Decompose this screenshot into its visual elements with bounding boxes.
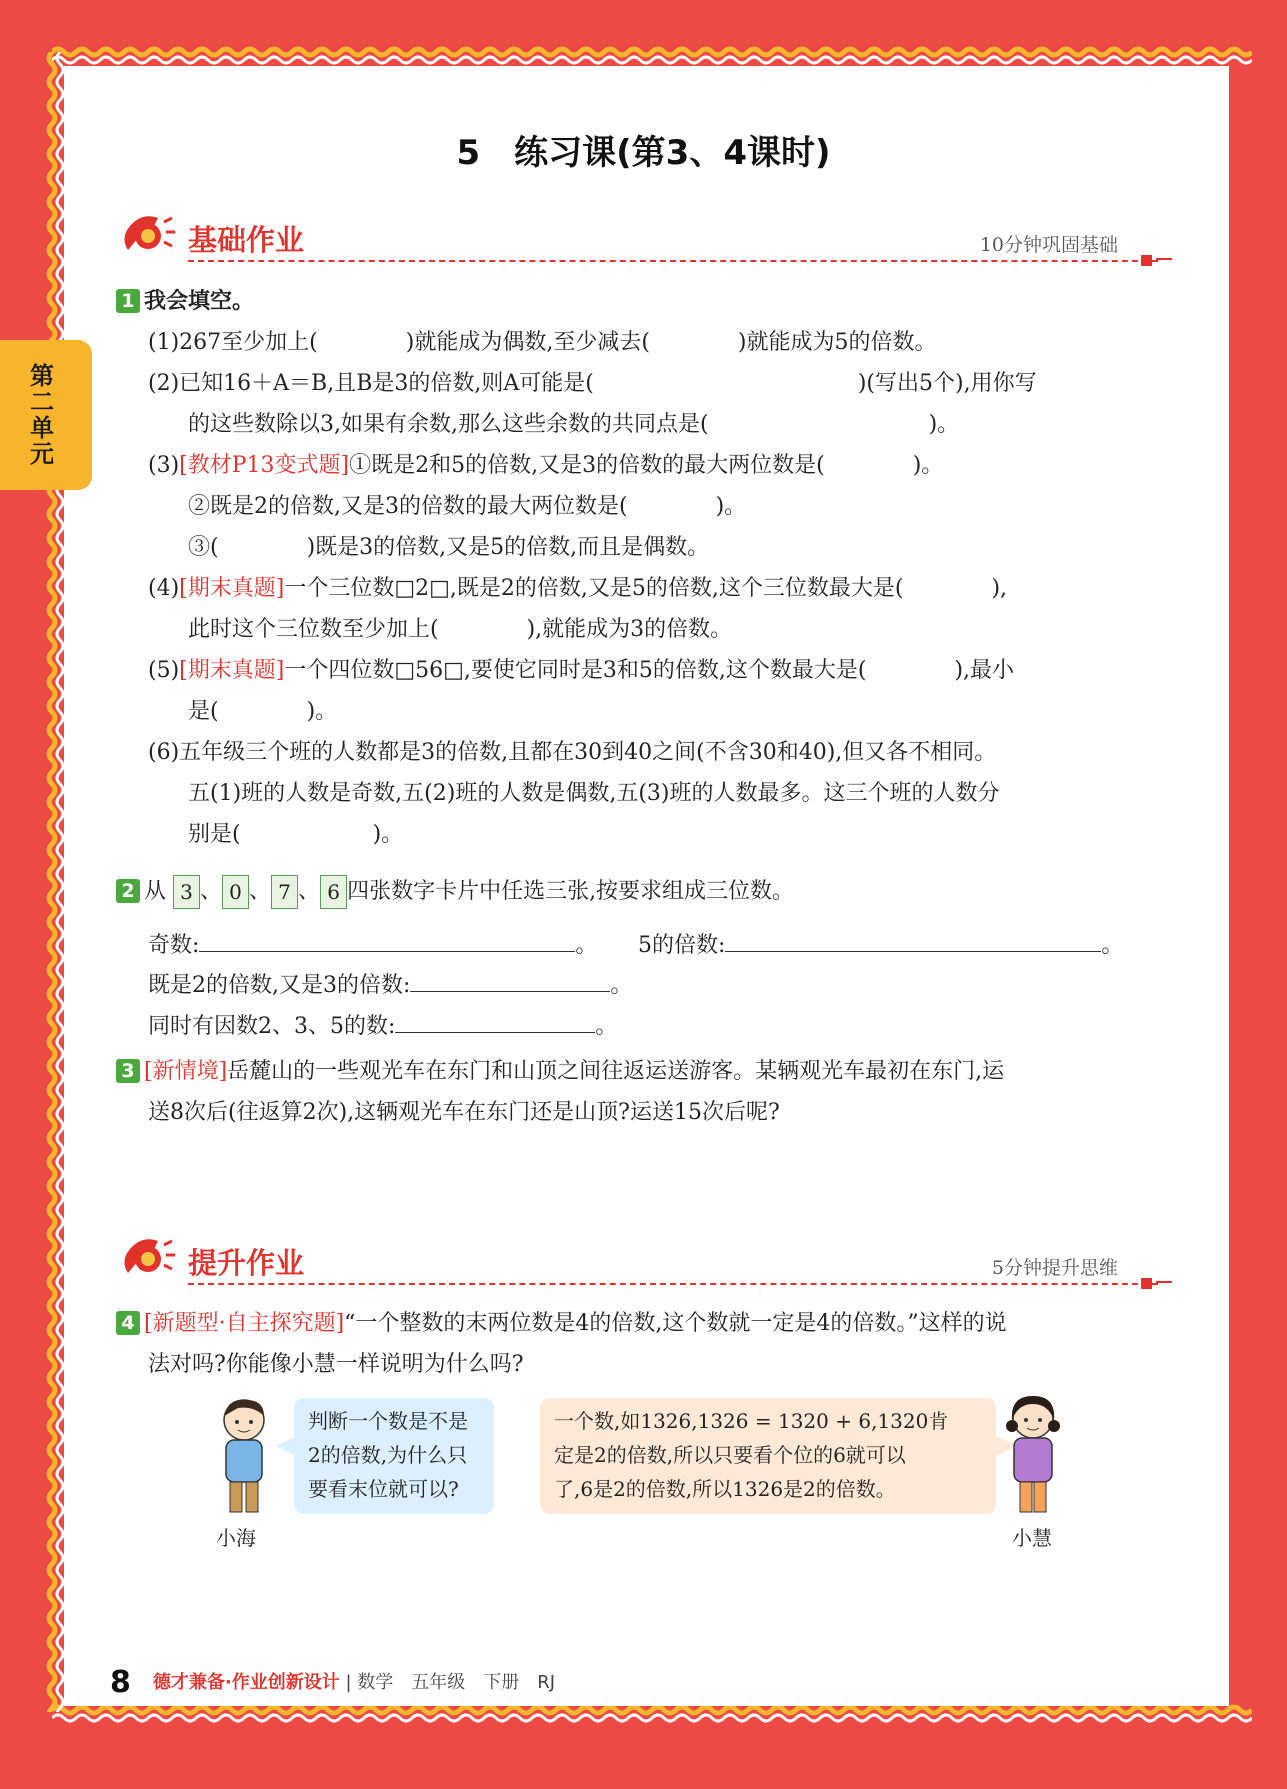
name-xiaohui: 小慧 [1012, 1526, 1052, 1550]
q2-mult23-label: 既是2的倍数,又是3的倍数: [148, 973, 411, 998]
q1-part3-prefix: (3) [148, 453, 180, 478]
q2-tail: 四张数字卡片中任选三张,按要求组成三位数。 [347, 879, 795, 904]
answer-blank-odd[interactable] [199, 933, 575, 952]
separator: 、 [200, 879, 223, 904]
q2-prompt [116, 874, 794, 909]
q2-number: 2 [116, 879, 140, 903]
footer-brand: 德才兼备·作业创新设计 [152, 1672, 340, 1693]
answer-blank-mult235[interactable] [395, 1014, 595, 1033]
bubble-line: 定是2的倍数,所以只要看个位的6就可以 [554, 1443, 906, 1467]
q1-part3b: ②既是2的倍数,又是3的倍数的最大两位数是( )。 [188, 494, 747, 519]
boy-xiaohai-illustration [208, 1394, 280, 1524]
q1-part4-prefix: (4) [148, 576, 180, 601]
girl-xiaohui-illustration [998, 1390, 1068, 1524]
section-basic-title: 基础作业 [188, 223, 305, 257]
q1-part4a [148, 571, 1007, 602]
q1-part1: (1)267至少加上( )就能成为偶数,至少减去( )就能成为5的倍数。 [148, 330, 937, 355]
q1-part2a: (2)已知16＋A＝B,且B是3的倍数,则A可能是( )(写出5个),用你写 [148, 371, 1037, 396]
q1-part5a [148, 653, 1014, 684]
q1-part3a-text: ①既是2和5的倍数,又是3的倍数的最大两位数是( )。 [349, 453, 944, 478]
divider [188, 260, 1158, 262]
q1-title-text: 我会填空。 [144, 289, 255, 314]
q1-part3a [148, 448, 943, 479]
q1-part4a-text: 一个三位数□2□,既是2的倍数,又是5的倍数,这个三位数最大是( ), [284, 576, 1008, 601]
speech-bubble-xiaohui [540, 1398, 996, 1514]
section-advanced-subtitle: 5分钟提升思维 [991, 1257, 1118, 1279]
q2-mult235-label: 同时有因数2、3、5的数: [148, 1014, 396, 1039]
q1-part5-tag: [期末真题] [179, 658, 285, 683]
divider-end-marker [1141, 1278, 1152, 1289]
unit-tab-label: 第二单元 [25, 363, 54, 467]
bubble-line: 2的倍数,为什么只 [308, 1443, 468, 1467]
q1-part6c: 别是( )。 [188, 822, 404, 847]
q3-line1 [116, 1054, 1004, 1085]
digit-card: 7 [271, 875, 298, 909]
q1-part2b: 的这些数除以3,如果有余数,那么这些余数的共同点是( )。 [188, 412, 960, 437]
q4-text-a: “一个整数的末两位数是4的倍数,这个数就一定是4的倍数。”这样的说 [344, 1311, 1007, 1336]
digit-card: 3 [173, 875, 200, 909]
q4-line1 [116, 1306, 1007, 1337]
speech-pointer [276, 1436, 296, 1456]
q3-line2: 送8次后(往返算2次),这辆观光车在东门还是山顶?运送15次后呢? [148, 1100, 780, 1125]
period: 。 [1101, 933, 1124, 958]
megaphone-icon [118, 208, 176, 266]
q2-mult5-row [638, 928, 1123, 959]
q1-part5-prefix: (5) [148, 658, 180, 683]
bubble-line: 一个数,如1326,1326 = 1320 + 6,1320肯 [554, 1409, 949, 1433]
q2-mult235-row [148, 1009, 617, 1040]
divider [188, 1283, 1158, 1285]
q1-part6b: 五(1)班的人数是奇数,五(2)班的人数是偶数,五(3)班的人数最多。这三个班的人数分 [188, 781, 1000, 806]
q1-part4-tag: [期末真题] [179, 576, 285, 601]
divider-end-marker [1141, 255, 1152, 266]
section-basic-subtitle: 10分钟巩固基础 [979, 234, 1118, 256]
q1-number: 1 [116, 289, 140, 313]
answer-blank-mult23[interactable] [410, 973, 610, 992]
separator: 、 [298, 879, 321, 904]
bubble-line: 判断一个数是不是 [308, 1409, 468, 1433]
footer-book-info: | 数学 五年级 下册 RJ [345, 1672, 556, 1693]
q1-part4b: 此时这个三位数至少加上( ),就能成为3的倍数。 [188, 617, 733, 642]
unit-tab [0, 340, 92, 490]
q1-part5b: 是( )。 [188, 699, 338, 724]
q3-text-a: 岳麓山的一些观光车在东门和山顶之间往返运送游客。某辆观光车最初在东门,运 [227, 1059, 1005, 1084]
digit-card: 6 [320, 875, 347, 909]
q4-tag: [新题型·自主探究题] [144, 1311, 345, 1336]
period: 。 [610, 973, 633, 998]
period: 。 [575, 933, 598, 958]
q1-part3c: ③( )既是3的倍数,又是5的倍数,而且是偶数。 [188, 535, 710, 560]
divider-end-line [1156, 258, 1172, 260]
q3-number: 3 [116, 1059, 140, 1083]
page-title: 5 练习课(第3、4课时) [456, 133, 831, 173]
separator: 、 [249, 879, 272, 904]
q2-lead: 从 [144, 879, 167, 904]
page-footer [110, 1665, 555, 1700]
megaphone-icon [118, 1231, 176, 1289]
bubble-line: 要看末位就可以? [308, 1477, 459, 1501]
q1-part6a: (6)五年级三个班的人数都是3的倍数,且都在30到40之间(不含30和40),但又各不相同。 [148, 740, 997, 765]
q1-part5a-text: 一个四位数□56□,要使它同时是3和5的倍数,这个数最大是( ),最小 [284, 658, 1015, 683]
q4-line2: 法对吗?你能像小慧一样说明为什么吗? [148, 1352, 524, 1377]
q1-title [116, 284, 254, 315]
speech-bubble-xiaohai [294, 1398, 494, 1514]
section-basic-header [118, 208, 1158, 268]
divider-end-line [1156, 1281, 1172, 1283]
q3-tag: [新情境] [144, 1059, 228, 1084]
bubble-line: 了,6是2的倍数,所以1326是2的倍数。 [554, 1477, 896, 1501]
digit-card: 0 [222, 875, 249, 909]
q2-odd-label: 奇数: [148, 933, 200, 958]
section-advanced-header [118, 1231, 1158, 1291]
q4-number: 4 [116, 1311, 140, 1335]
period: 。 [595, 1014, 618, 1039]
page-number: 8 [110, 1665, 131, 1700]
section-advanced-title: 提升作业 [188, 1246, 305, 1280]
q2-odd-row [148, 928, 597, 959]
q1-part3-tag: [教材P13变式题] [179, 453, 350, 478]
q2-mult23-row [148, 968, 632, 999]
name-xiaohai: 小海 [216, 1526, 256, 1550]
wavy-border-top [52, 42, 1252, 68]
q2-mult5-label: 5的倍数: [638, 933, 726, 958]
answer-blank-mult5[interactable] [725, 933, 1101, 952]
